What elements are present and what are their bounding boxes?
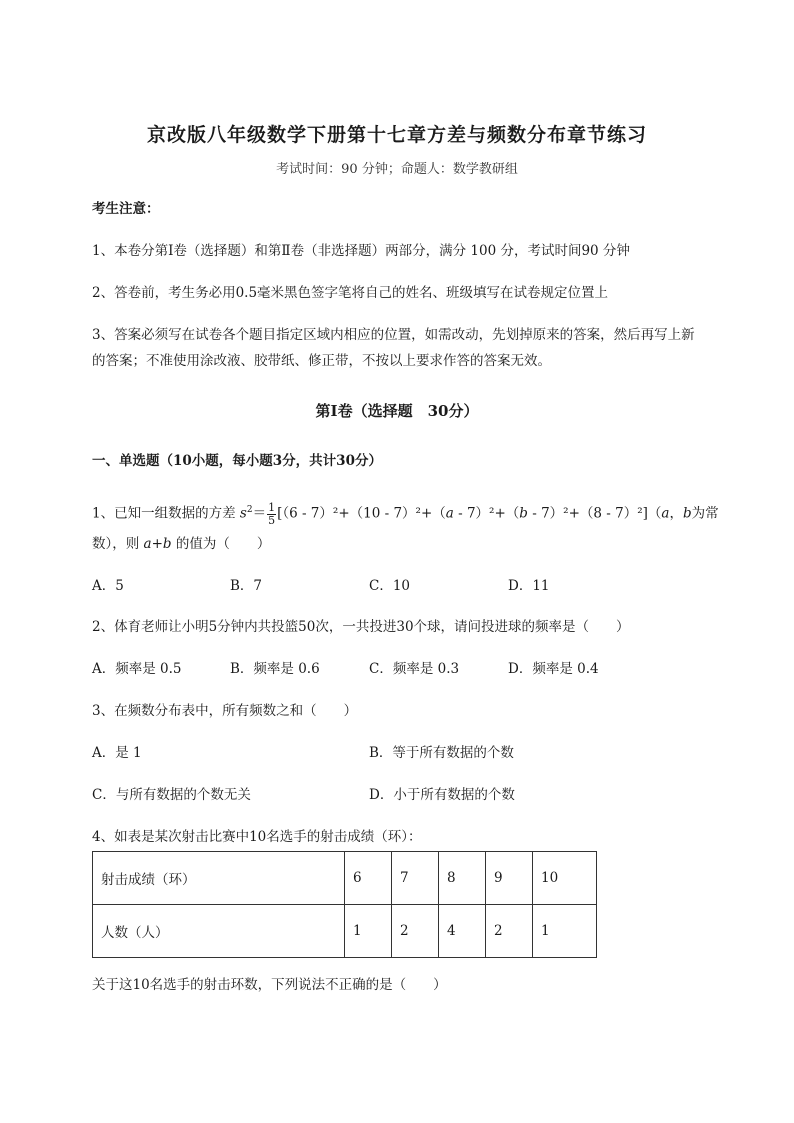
q1-option-d: D．11	[508, 578, 550, 594]
table-cell: 7	[392, 852, 439, 905]
q1-option-b: B．7	[230, 578, 263, 594]
question-4-followup: 关于这10名选手的射击环数，下列说法不正确的是（ ）	[92, 977, 447, 993]
fraction-one-fifth	[267, 502, 276, 527]
formula-mid-2: - 7）²+（8 - 7）²]（	[527, 505, 662, 522]
section-title: 第Ⅰ卷（选择题 30分）	[315, 402, 479, 420]
table-cell: 2	[486, 905, 533, 958]
question-1-line2-prefix: 数），则	[92, 536, 144, 552]
variance-exponent: 2	[246, 505, 253, 515]
table-row	[93, 852, 597, 905]
q3-option-b: B．等于所有数据的个数	[369, 745, 514, 761]
q1-option-c: C．10	[369, 578, 411, 594]
q3-option-a: A．是 1	[92, 745, 142, 761]
fraction-numerator: 1	[268, 500, 276, 514]
question-2: 2、体育老师让小明5分钟内共投篮50次，一共投进30个球，请问投进球的频率是（ ）	[92, 619, 630, 635]
fraction-denominator: 5	[268, 513, 276, 527]
question-1-line-2	[92, 534, 270, 554]
notice-item-3: 3、答案必须写在试卷各个题目指定区域内相应的位置，如需改动，先划掉原来的答案，然后再写上新	[92, 327, 695, 343]
table-cell: 8	[439, 852, 486, 905]
comma: ，	[669, 505, 683, 522]
score-table	[92, 851, 597, 958]
q3-option-c: C．与所有数据的个数无关	[92, 787, 251, 803]
table-cell: 1	[533, 905, 597, 958]
table-cell: 人数（人）	[93, 905, 345, 958]
table-cell: 9	[486, 852, 533, 905]
formula-body: [（6 - 7）²+（10 - 7）²+（	[277, 505, 446, 522]
table-cell: 6	[345, 852, 392, 905]
question-4: 4、如表是某次射击比赛中10名选手的射击成绩（环）：	[92, 829, 422, 845]
expression-a-plus-b: a+b	[143, 536, 172, 552]
q2-option-a: A．频率是 0.5	[92, 661, 182, 677]
var-b: b	[519, 505, 528, 522]
question-1	[92, 500, 719, 527]
question-1-prefix: 1、已知一组数据的方差	[92, 505, 240, 522]
table-cell: 2	[392, 905, 439, 958]
exam-info: 考试时间：90 分钟；命题人：数学教研组	[276, 162, 518, 177]
q2-option-b: B．频率是 0.6	[230, 661, 320, 677]
formula-mid-1: - 7）²+（	[453, 505, 520, 522]
notice-item-3-cont: 的答案；不准使用涂改液、胶带纸、修正带，不按以上要求作答的答案无效。	[92, 353, 551, 369]
table-cell: 射击成绩（环）	[93, 852, 345, 905]
question-1-line2-tail: 的值为（ ）	[171, 536, 271, 552]
page-title: 京改版八年级数学下册第十七章方差与频数分布章节练习	[146, 124, 647, 146]
table-cell: 10	[533, 852, 597, 905]
table-row	[93, 905, 597, 958]
q2-option-d: D．频率是 0.4	[508, 661, 599, 677]
notice-item-2: 2、答卷前，考生务必用0.5毫米黑色签字笔将自己的姓名、班级填写在试卷规定位置上	[92, 285, 609, 301]
notice-item-1: 1、本卷分第Ⅰ卷（选择题）和第Ⅱ卷（非选择题）两部分，满分 100 分，考试时间90 分钟	[92, 243, 630, 259]
variance-symbol: s	[239, 505, 247, 522]
q1-option-a: A．5	[92, 578, 124, 594]
question-3: 3、在频数分布表中，所有频数之和（ ）	[92, 703, 358, 719]
question-1-tail: 为常	[691, 505, 719, 522]
notice-heading: 考生注意：	[92, 201, 160, 217]
equals-sign: ＝	[252, 505, 267, 522]
var-a-note: a	[661, 505, 670, 522]
q3-option-d: D．小于所有数据的个数	[369, 787, 515, 803]
var-a: a	[445, 505, 454, 522]
var-b-note: b	[682, 505, 692, 522]
table-cell: 1	[345, 905, 392, 958]
q2-option-c: C．频率是 0.3	[369, 661, 460, 677]
part-heading: 一、单选题（10小题，每小题3分，共计30分）	[92, 453, 382, 469]
table-cell: 4	[439, 905, 486, 958]
